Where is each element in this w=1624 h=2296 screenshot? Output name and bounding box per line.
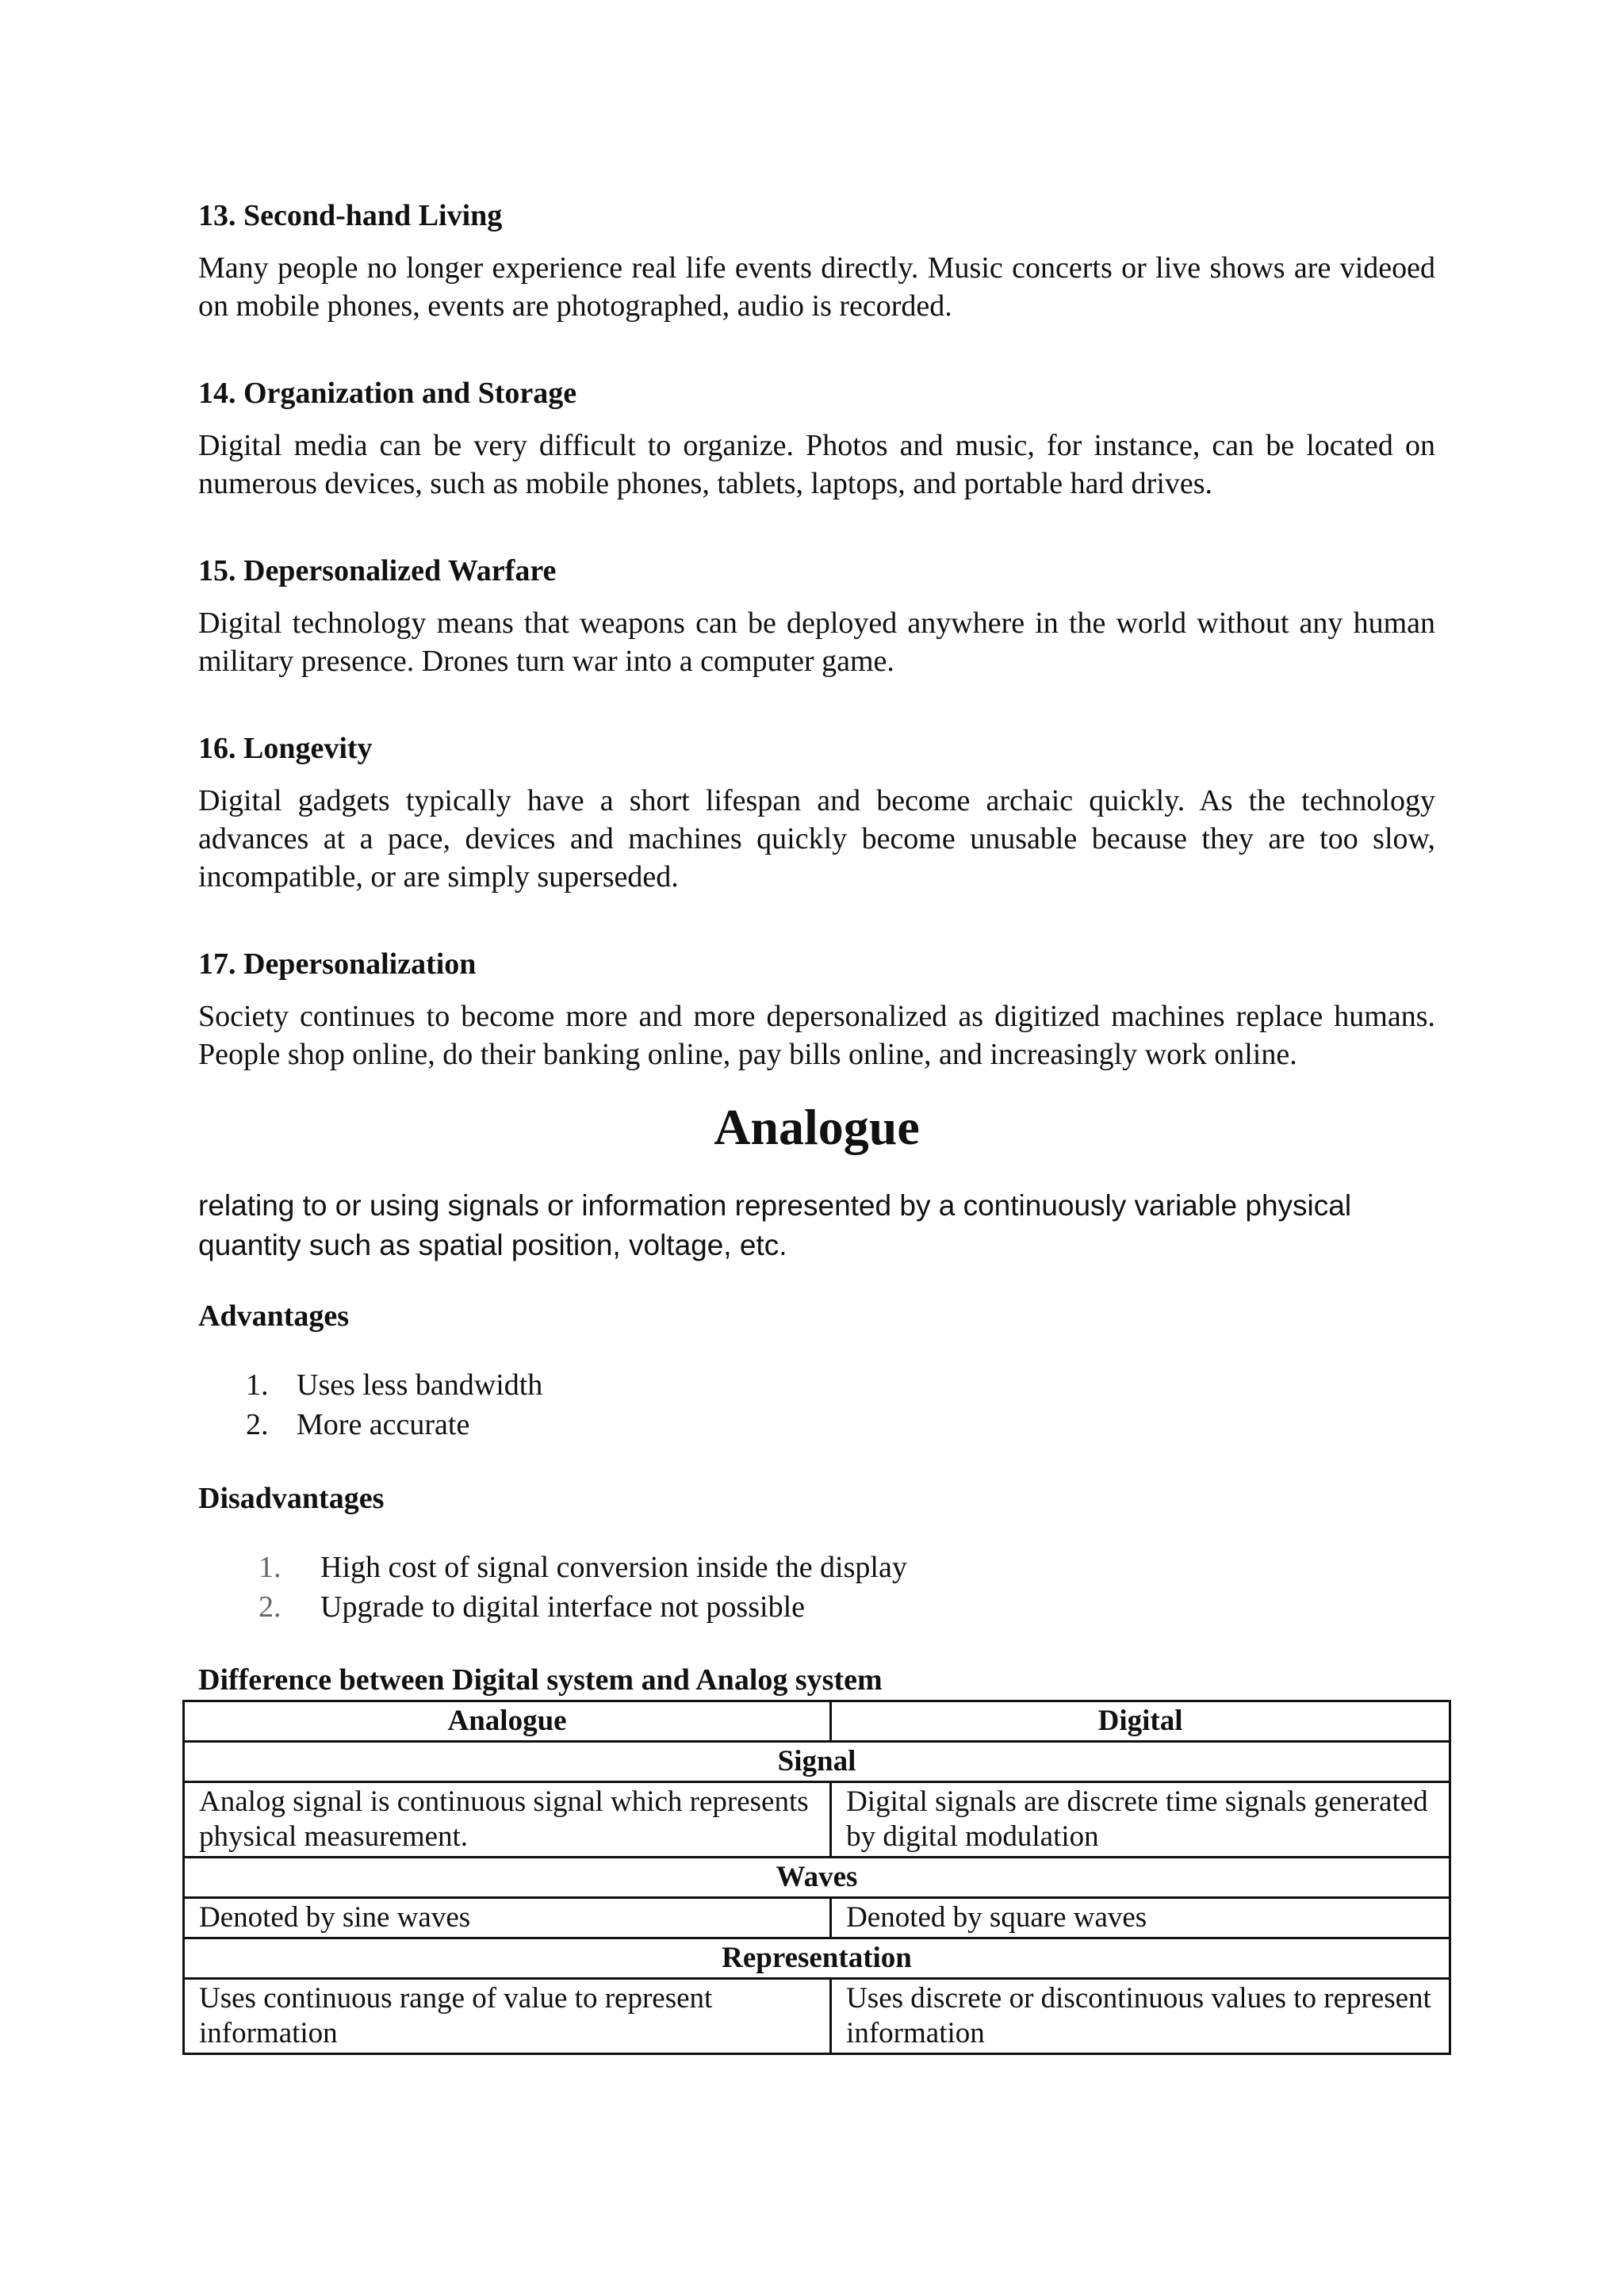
section-heading: 16. Longevity (198, 732, 373, 765)
analogue-cell: Denoted by sine waves (184, 1898, 831, 1938)
group-label-signal: Signal (184, 1742, 1450, 1782)
table-group-row (184, 1938, 1450, 1979)
column-header-digital: Digital (831, 1701, 1450, 1742)
group-label-representation: Representation (184, 1938, 1450, 1979)
list-number: 2. (259, 1590, 282, 1624)
section-heading: 15. Depersonalized Warfare (198, 554, 557, 587)
section-organization-storage (198, 374, 1435, 503)
disadvantages-heading: Disadvantages (198, 1482, 385, 1515)
analogue-title: Analogue (714, 1099, 920, 1155)
list-item (198, 1365, 1435, 1405)
section-heading: 13. Second-hand Living (198, 199, 503, 232)
section-paragraph: Digital technology means that weapons can be deployed anywhere in the world without any human military presence. Drones turn war into a computer game. (198, 607, 1435, 678)
list-text: More accurate (297, 1408, 470, 1441)
column-header-analogue: Analogue (184, 1701, 831, 1742)
section-paragraph: Digital gadgets typically have a short lifespan and become archaic quickly. As the technology advances at a pace, devices and machines quickly become unusable because they are too slow, incompatible, or are simply superseded. (198, 784, 1435, 894)
disadvantages-list (198, 1548, 1435, 1627)
list-text: Uses less bandwidth (297, 1368, 543, 1402)
section-depersonalization (198, 945, 1435, 1073)
list-item (198, 1587, 1435, 1627)
table-group-row (184, 1858, 1450, 1898)
section-depersonalized-warfare (198, 552, 1435, 680)
section-paragraph: Many people no longer experience real life events directly. Music concerts or live shows are videoed on mobile phones, events are photographed, audio is recorded. (198, 251, 1435, 323)
table-row (184, 1898, 1450, 1938)
digital-cell: Digital signals are discrete time signals generated by digital modulation (831, 1782, 1450, 1858)
comparison-table-title: Difference between Digital system and Analog system (198, 1663, 883, 1697)
comparison-table (182, 1700, 1451, 2055)
list-item (198, 1405, 1435, 1445)
list-number: 1. (259, 1551, 282, 1584)
section-longevity (198, 729, 1435, 896)
analogue-cell: Uses continuous range of value to represent information (184, 1979, 831, 2054)
list-number: 1. (246, 1368, 269, 1402)
page-content (198, 197, 1435, 2055)
list-item (198, 1548, 1435, 1587)
table-row (184, 1782, 1450, 1858)
group-label-waves: Waves (184, 1858, 1450, 1898)
digital-cell: Denoted by square waves (831, 1898, 1450, 1938)
table-header-row (184, 1701, 1450, 1742)
list-number: 2. (246, 1408, 269, 1441)
analogue-definition: relating to or using signals or information represented by a continuously variable physical quantity such as spatial position, voltage, etc. (198, 1189, 1352, 1261)
table-row (184, 1979, 1450, 2054)
section-second-hand-living (198, 197, 1435, 325)
section-heading: 14. Organization and Storage (198, 377, 577, 410)
analogue-cell: Analog signal is continuous signal which represents physical measurement. (184, 1782, 831, 1858)
table-group-row (184, 1742, 1450, 1782)
list-text: High cost of signal conversion inside the display (320, 1551, 907, 1584)
section-paragraph: Digital media can be very difficult to organize. Photos and music, for instance, can be located on numerous devices, such as mobile phones, tablets, laptops, and portable hard drives. (198, 429, 1435, 500)
section-paragraph: Society continues to become more and more depersonalized as digitized machines replace humans. People shop online, do their banking online, pay bills online, and increasingly work online. (198, 1000, 1435, 1071)
digital-cell: Uses discrete or discontinuous values to represent information (831, 1979, 1450, 2054)
section-heading: 17. Depersonalization (198, 947, 477, 981)
list-text: Upgrade to digital interface not possible (320, 1590, 805, 1624)
advantages-list (198, 1365, 1435, 1445)
advantages-heading: Advantages (198, 1299, 350, 1333)
